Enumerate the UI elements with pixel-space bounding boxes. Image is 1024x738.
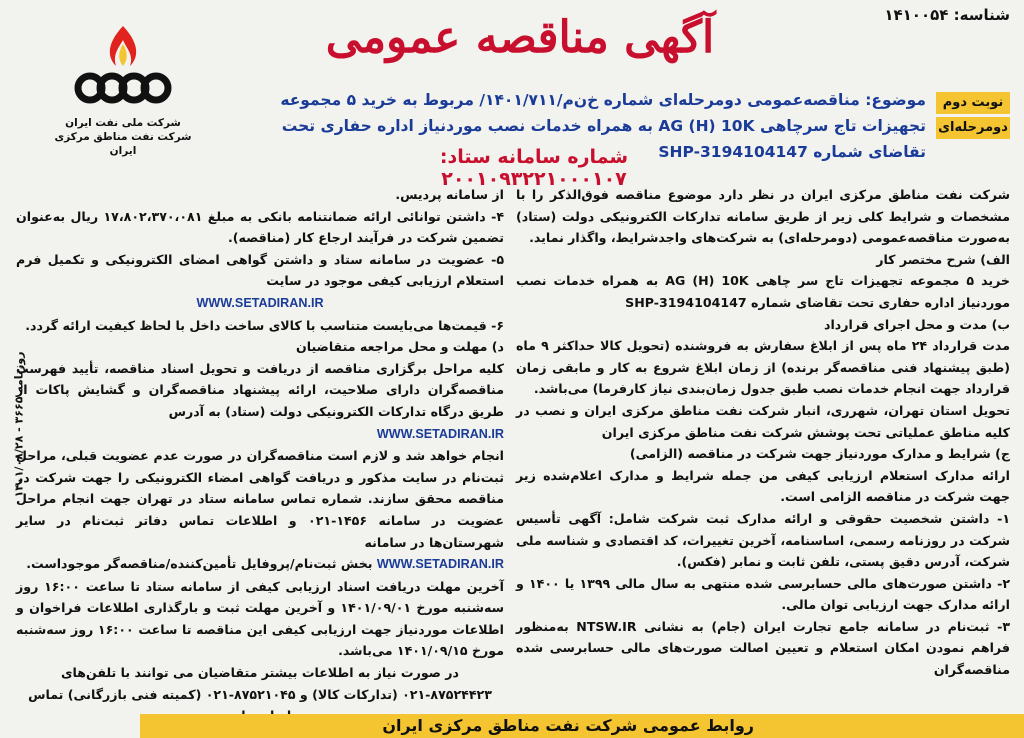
section-d-text-1: کلیه مراحل برگزاری مناقصه از دریافت و تحویل اسناد مناقصه، تأیید فهرست مناقصه‌گران دارای صلاحیت، ارائه پیشنهاد مناقصه‌گران و گشایش پاکات از طریق درگاه تدارکات الکترونیکی دولت (ستاد) به آدرس: [16, 360, 504, 419]
section-d-text-2: انجام خواهد شد و لازم است مناقصه‌گران در صورت عدم عضویت قبلی، مراحل ثبت‌نام در سایت مذکور و دریافت گواهی امضاء الکترونیکی را جهت شرکت در مناقصه محقق سازند. شماره تماس سامانه ستاد در تهران جهت انجام مراحل عضویت در سامانه ۱۴۵۶-۰۲۱ و اطلاعات تماس دفاتر ثبت‌نام در سایر شهرستان‌ها در سامانه: [16, 448, 504, 550]
section-d-title: د) مهلت و محل مراجعه متقاضیان: [296, 339, 504, 355]
stage-badge: دومرحله‌ای: [936, 117, 1010, 139]
logo-org-name: شرکت ملی نفت ایران: [65, 117, 181, 129]
setad-link-2[interactable]: WWW.SETADIRAN.IR: [376, 426, 504, 441]
section-d-text-4: آخرین مهلت دریافت اسناد ارزیابی کیفی از سامانه ستاد تا ساعت ۱۶:۰۰ روز سه‌شنبه مورخ ۱۴۰۱/۰۹/۰۱ و آخرین مهلت ثبت و بارگذاری اطلاعات فراخوان و اطلاعات موردنیاز جهت ارزیابی کیفی این مناقصه تا ساعت ۱۶:۰۰ روز سه‌شنبه مورخ ۱۴۰۱/۰۹/۱۵ می‌باشد.: [16, 578, 504, 659]
round-badge: نوبت دوم: [936, 92, 1010, 114]
setad-link-3[interactable]: WWW.SETADIRAN.IR: [376, 557, 504, 572]
item-6: ۶- قیمت‌ها می‌بایست متناسب با کالای ساخت داخل با لحاظ کیفیت ارائه گردد.: [25, 317, 504, 333]
company-logo: [48, 22, 198, 158]
right-column: [516, 184, 1010, 681]
logo-org-subname: شرکت نفت مناطق مرکزی ایران: [54, 131, 192, 157]
side-caption: روزنامه ۳۶۶۵ - ۱۴۰۱/۰۸/۲۸: [12, 351, 26, 498]
setad-link-1[interactable]: WWW.SETADIRAN.IR: [196, 295, 324, 310]
page-title: آگهی مناقصه عمومی: [325, 12, 715, 63]
section-c-item-2: ۲- داشتن صورت‌های مالی حسابرسی شده منتهی به سال مالی ۱۳۹۹ یا ۱۴۰۰ و ارائه مدارک جهت ارزیابی توان مالی.: [516, 575, 1010, 613]
notice-id: شناسه: ۱۴۱۰۰۵۴: [884, 6, 1010, 24]
subject-line: موضوع: مناقصه‌عمومی دومرحله‌ای شماره خ‌ن‌م/۱۴۰۱/۷۱۱/ مربوط به خرید ۵ مجموعه تجهیزات تاج سرچاهی AG (H) 10K به همراه خدمات نصب موردنیاز اداره حفاری تحت تقاضای شماره SHP-3194104147: [280, 91, 926, 161]
section-b-text-2: تحویل استان تهران، شهرری، انبار شرکت نفت مناطق مرکزی ایران و نصب در کلیه مناطق عملیاتی تحت پوشش شرکت نفت مناطق مرکزی ایران: [516, 402, 1010, 440]
section-a-text: خرید ۵ مجموعه تجهیزات تاج سر چاهی AG (H) 10K به همراه خدمات نصب موردنیاز اداره حفاری تحت تقاضای شماره SHP-3194104147: [516, 273, 1010, 310]
footer-banner: روابط عمومی شرکت نفت مناطق مرکزی ایران: [140, 714, 1024, 738]
item-5: ۵- عضویت در سامانه ستاد و داشتن گواهی امضای الکترونیکی و تکمیل فرم استعلام ارزیابی کیفی موجود در سایت: [16, 251, 504, 289]
intro-paragraph: شرکت نفت مناطق مرکزی ایران در نظر دارد موضوع مناقصه فوق‌الذکر را با مشخصات و شرایط کلی زیر از طریق سامانه تدارکات الکترونیکی دولت (ستاد) به‌صورت مناقصه‌عمومی (دومرحله‌ای) به شرکت‌های واجدشرایط، واگذار نماید.: [516, 187, 1010, 246]
section-b-title: ب) مدت و محل اجرای قرارداد: [824, 316, 1010, 332]
section-c-item-1: ۱- داشتن شخصیت حقوقی و ارائه مدارک ثبت شرکت شامل: آگهی تأسیس شرکت در روزنامه رسمی، اساسنامه، آخرین تغییرات، کد اقتصادی و شناسه ملی شرکت، آدرس دقیق پستی، تلفن ثابت و نمابر (فکس).: [516, 510, 1010, 570]
section-d-text-3: بخش ثبت‌نام/پروفایل تأمین‌کننده/مناقصه‌گر موجوداست.: [26, 556, 373, 572]
section-c-item-3: ۳- ثبت‌نام در سامانه جامع تجارت ایران (جام) به نشانی NTSW.IR به‌منظور فراهم نمودن امکان استعلام و تعیین اصالت صورت‌های مالی حسابرسی شده مناقصه‌گران: [516, 618, 1010, 678]
section-c-title: ج) شرایط و مدارک موردنیاز جهت شرکت در مناقصه (الزامی): [629, 446, 1010, 462]
left-column: [16, 184, 504, 727]
section-a-title: الف) شرح مختصر کار: [876, 251, 1010, 267]
setad-number: شماره سامانه ستاد: ۲۰۰۱۰۹۳۲۲۱۰۰۰۱۰۷: [439, 146, 629, 190]
flame-logo-icon: [68, 22, 178, 112]
pardis-line: از سامانه پردیس.: [395, 187, 504, 202]
section-b-text: مدت قرارداد ۲۴ ماه پس از ابلاغ سفارش به فروشنده (تحویل کالا حداکثر ۹ ماه (طبق پیشنهاد فنی مناقصه‌گر برنده) از زمان ابلاغ شروع به کار و مابقی زمان قرارداد جهت انجام خدمات نصب طبق جدول زمان‌بندی نیاز کارفرما) می‌باشد.: [516, 338, 1011, 397]
item-4: ۴- داشتن توانائی ارائه ضمانتنامه بانکی به مبلغ ۱۷،۸۰۲،۳۷۰،۰۸۱ ریال به‌عنوان تضمین شرکت در فرآیند ارجاع کار (مناقصه).: [16, 208, 505, 246]
contact-info: در صورت نیاز به اطلاعات بیشتر متقاضیان می توانند با تلفن‌های ۸۷۵۲۴۴۲۳-۰۲۱ (تدارکات کالا) و ۸۷۵۲۱۰۴۵-۰۲۱ (کمیته فنی بازرگانی) تماس: [28, 665, 492, 702]
section-c-text: ارائه مدارک استعلام ارزیابی کیفی من جمله شرایط و مدارک اعلام‌شده زیر جهت شرکت در مناقصه الزامی است.: [516, 467, 1010, 505]
